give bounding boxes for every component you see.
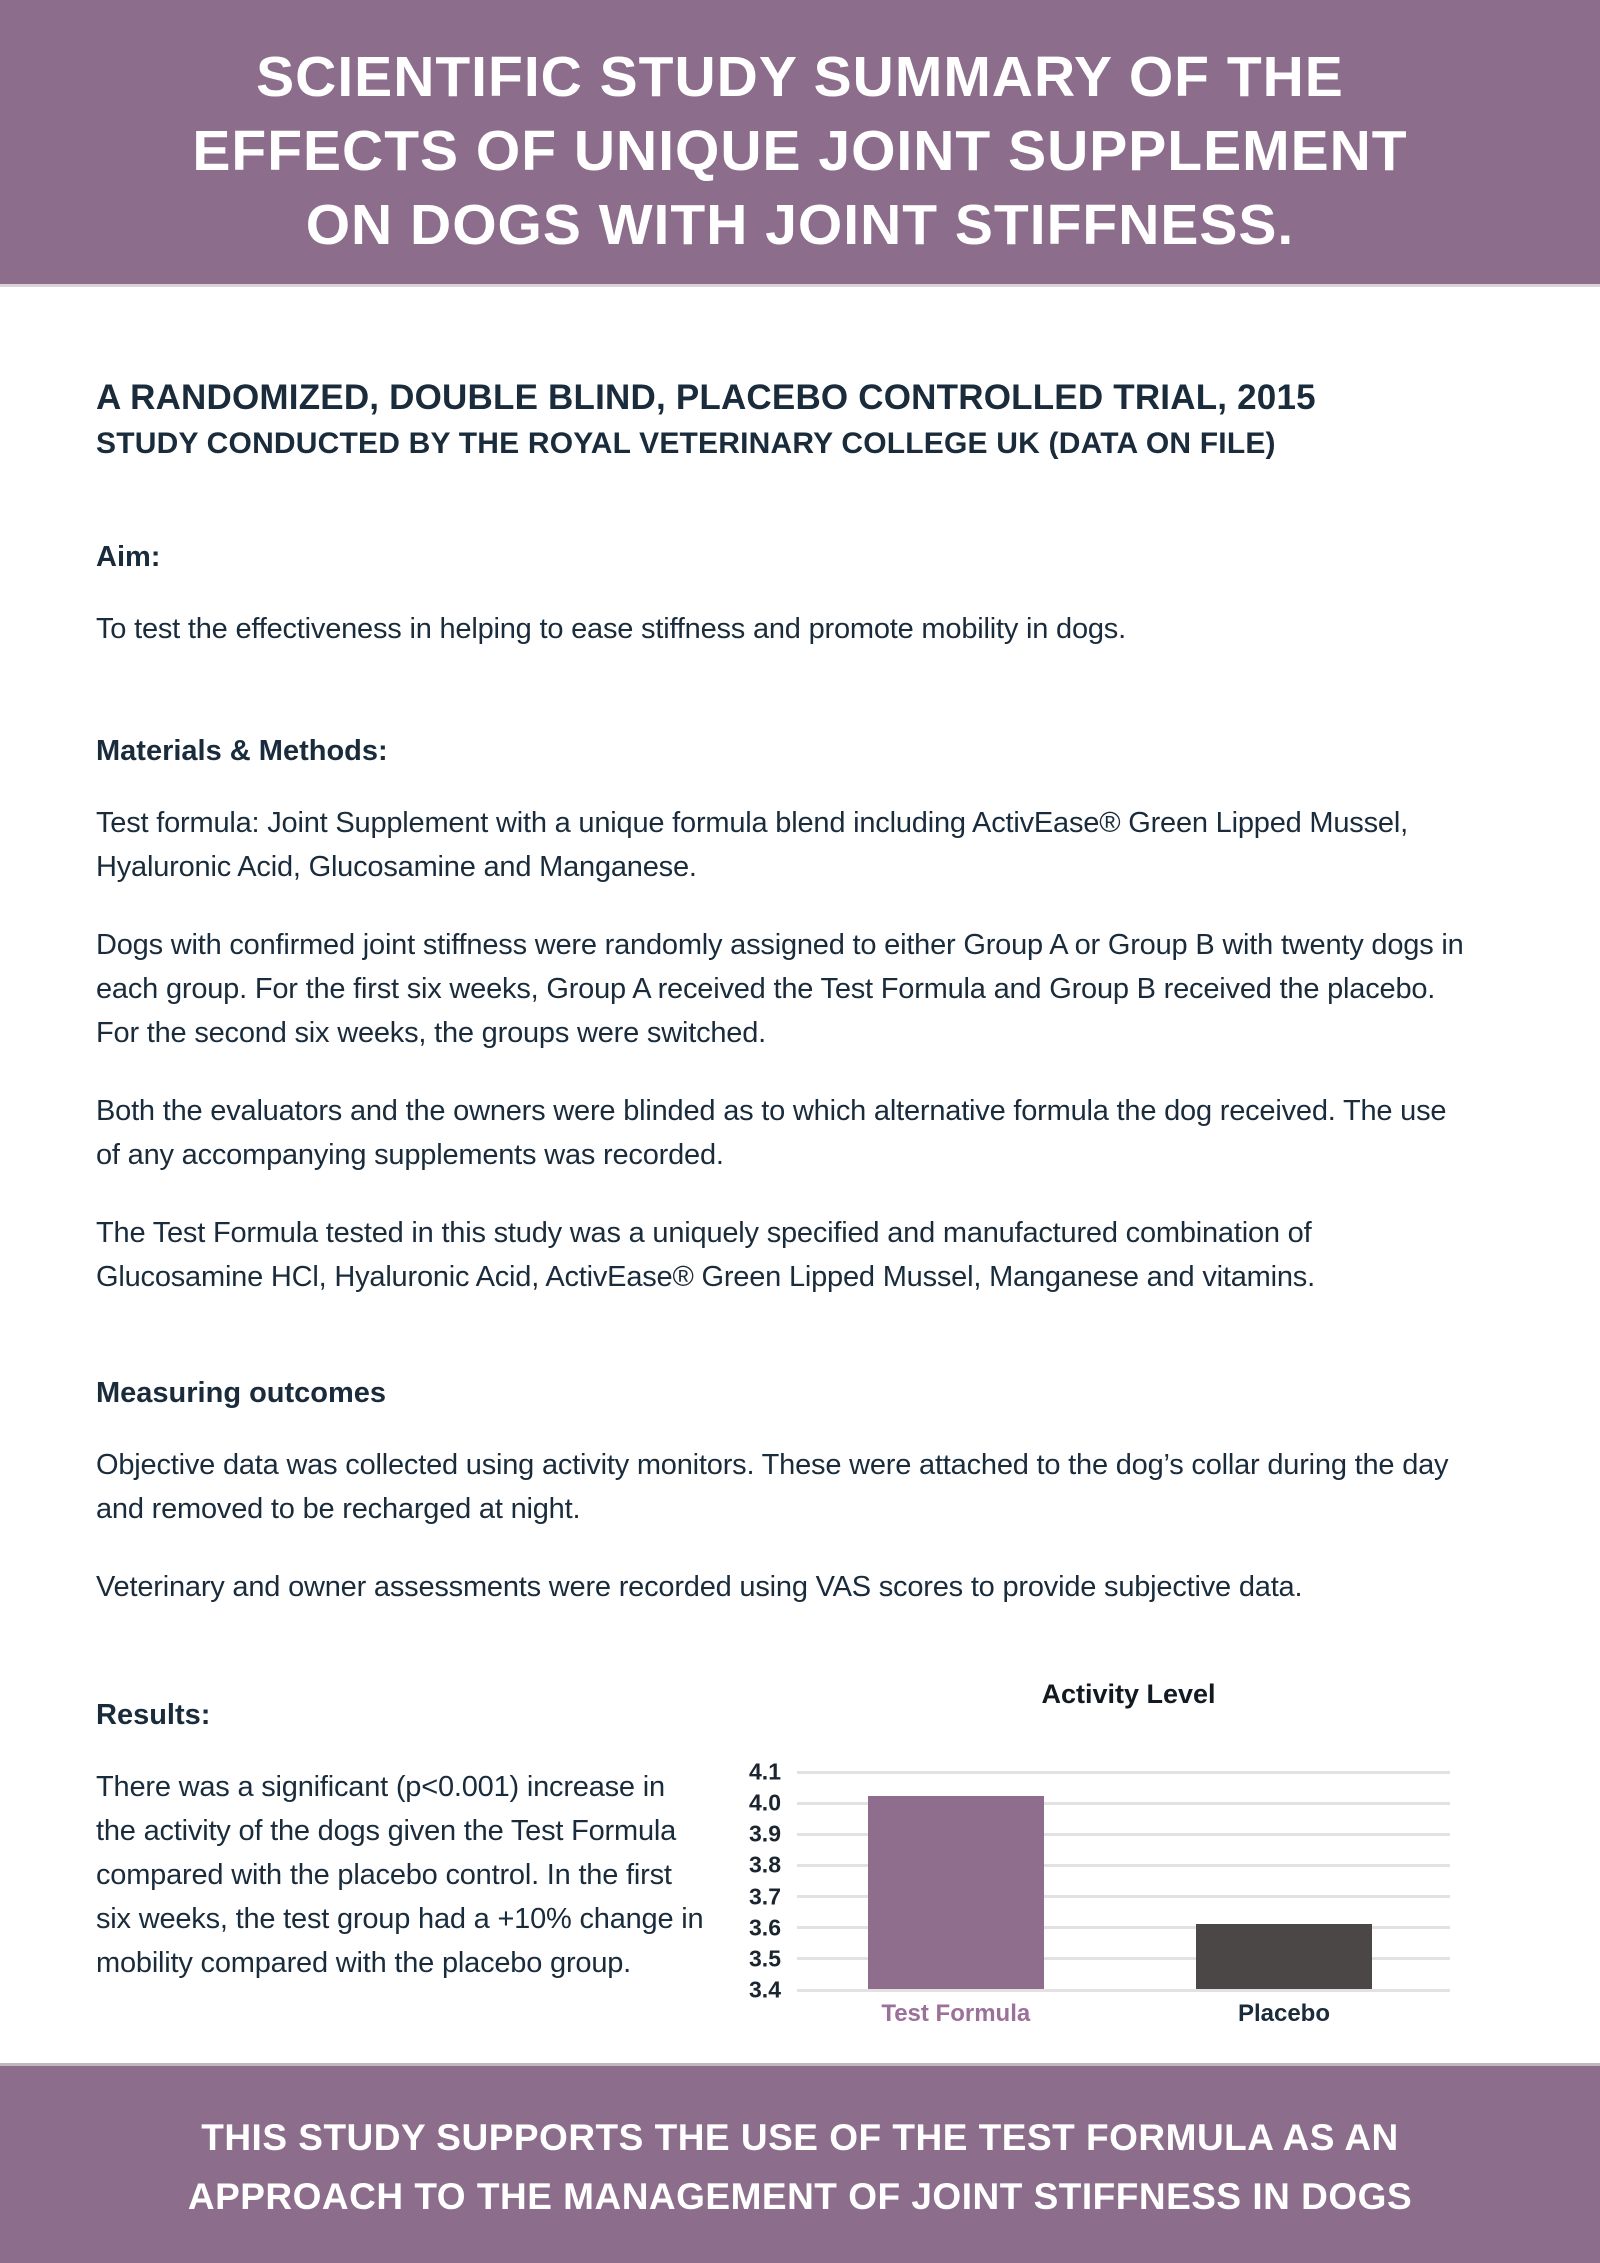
study-subtitle: STUDY CONDUCTED BY THE ROYAL VETERINARY COLLEGE UK (DATA ON FILE): [96, 427, 1276, 460]
measuring-outcomes-heading: Measuring outcomes: [96, 1377, 387, 1409]
y-axis-tick-label: 3.7: [749, 1883, 781, 1910]
results-text-column: [96, 1679, 721, 1990]
materials-paragraph: The Test Formula tested in this study was a uniquely specified and manufactured combination of Glucosamine HCl, Hyaluronic Acid, ActivEase® Green Lipped Mussel, Manganese and vitamins.: [96, 1217, 1315, 1293]
chart-gridline: [797, 1771, 1450, 1774]
y-axis-tick-label: 3.8: [749, 1851, 781, 1878]
materials-methods-heading: Materials & Methods:: [96, 735, 388, 767]
header-banner: [0, 0, 1600, 287]
y-axis-tick-label: 4.1: [749, 1758, 781, 1785]
chart-title: Activity Level: [1041, 1679, 1216, 1709]
footer-banner: [0, 2063, 1600, 2263]
y-axis-tick-label: 3.4: [749, 1976, 781, 2003]
materials-methods-section: [96, 729, 1504, 1299]
measuring-outcomes-section: [96, 1371, 1504, 1609]
header-title-line: SCIENTIFIC STUDY SUMMARY OF THE: [256, 45, 1344, 109]
y-axis-tick-label: 3.9: [749, 1820, 781, 1847]
document-body: [0, 377, 1600, 2027]
chart-bar-test-formula: [868, 1796, 1044, 1989]
chart-bar-placebo: [1196, 1924, 1372, 1989]
y-axis-tick-label: 4.0: [749, 1789, 781, 1816]
study-title: A RANDOMIZED, DOUBLE BLIND, PLACEBO CONTROLLED TRIAL, 2015: [96, 378, 1316, 417]
header-title-line: EFFECTS OF UNIQUE JOINT SUPPLEMENT: [192, 119, 1408, 183]
materials-paragraph: Dogs with confirmed joint stiffness were randomly assigned to either Group A or Group B with twenty dogs in each group. For the first six weeks, Group A received the Test Formula and Group B received the placebo. For the second six weeks, the groups were switched.: [96, 929, 1464, 1049]
footer-text-line: APPROACH TO THE MANAGEMENT OF JOINT STIFFNESS IN DOGS: [187, 2176, 1413, 2217]
footer-text-line: THIS STUDY SUPPORTS THE USE OF THE TEST FORMULA AS AN: [201, 2117, 1399, 2158]
aim-heading: Aim:: [96, 541, 161, 573]
y-axis-tick-label: 3.5: [749, 1945, 781, 1972]
materials-paragraph: Test formula: Joint Supplement with a unique formula blend including ActivEase® Green Lipped Mussel, Hyaluronic Acid, Glucosamine and Manganese.: [96, 807, 1408, 883]
results-heading: Results:: [96, 1699, 211, 1731]
measuring-paragraph: Objective data was collected using activity monitors. These were attached to the dog’s collar during the day and removed to be recharged at night.: [96, 1449, 1449, 1525]
x-axis-category-label: Placebo: [1237, 2000, 1330, 2027]
measuring-paragraph: Veterinary and owner assessments were recorded using VAS scores to provide subjective data.: [96, 1571, 1303, 1603]
y-axis-tick-label: 3.6: [749, 1914, 781, 1941]
materials-paragraph: Both the evaluators and the owners were blinded as to which alternative formula the dog received. The use of any accompanying supplements was recorded.: [96, 1095, 1447, 1171]
header-title-line: ON DOGS WITH JOINT STIFFNESS.: [305, 193, 1295, 257]
aim-paragraph: To test the effectiveness in helping to ease stiffness and promote mobility in dogs.: [96, 613, 1126, 645]
activity-level-bar-chart: [735, 1679, 1460, 2027]
aim-section: [96, 535, 1504, 651]
results-paragraph: There was a significant (p<0.001) increase in the activity of the dogs given the Test Formula compared with the placebo control. In the first six weeks, the test group had a +10% change in mobility compared with the placebo group.: [96, 1771, 704, 1979]
results-section: [96, 1679, 1504, 2027]
chart-plot: [749, 1758, 1460, 2027]
x-axis-category-label: Test Formula: [881, 2000, 1031, 2027]
